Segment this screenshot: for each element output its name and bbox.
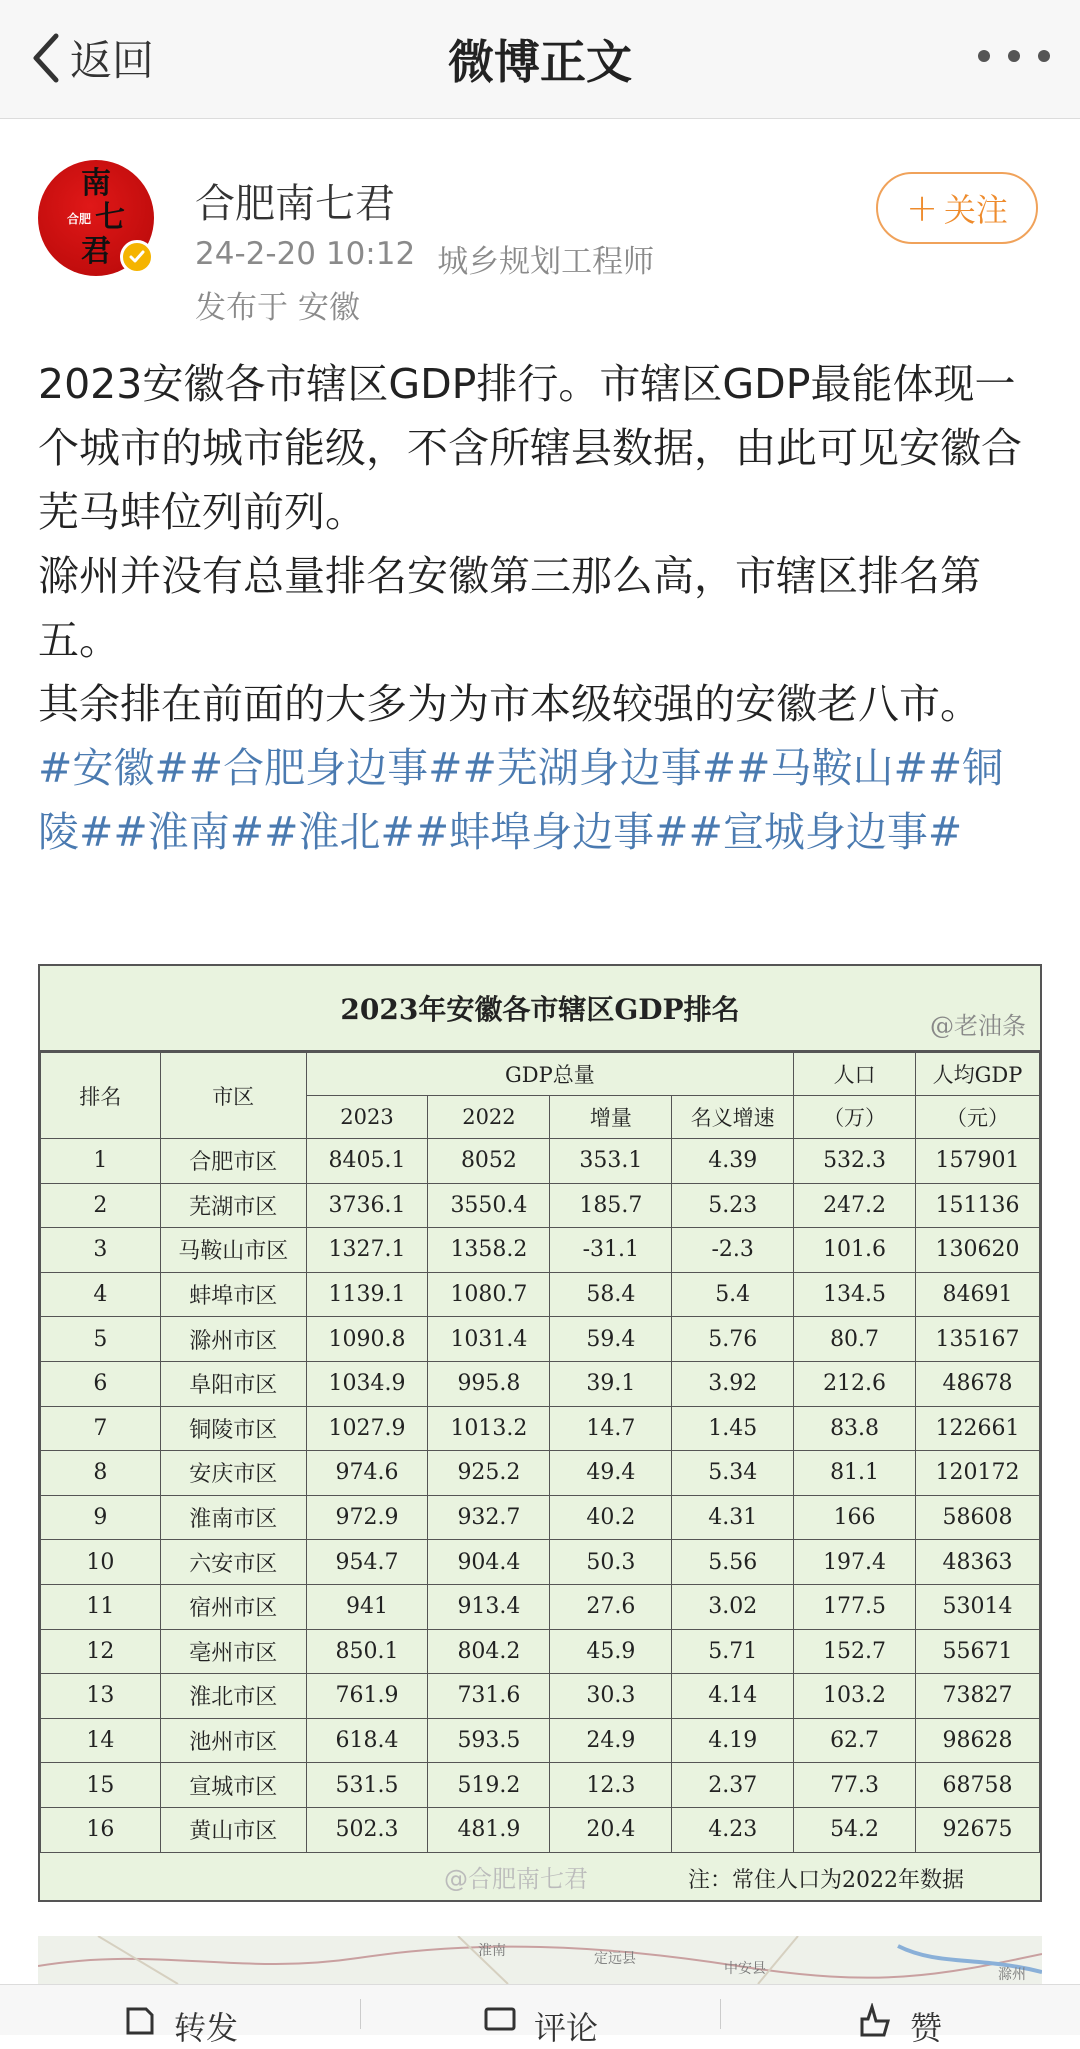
cell-per-capita-gdp: 73827 [916, 1674, 1040, 1719]
cell-rank: 12 [41, 1629, 161, 1674]
cell-gdp-2022: 925.2 [428, 1451, 550, 1496]
header-pop-unit: （万） [794, 1096, 916, 1139]
cell-gdp-2023: 972.9 [306, 1495, 428, 1540]
verified-badge-icon [120, 240, 154, 274]
cell-rank: 11 [41, 1584, 161, 1629]
cell-increase: 40.2 [550, 1495, 672, 1540]
cell-increase: 185.7 [550, 1183, 672, 1228]
cell-per-capita-gdp: 157901 [916, 1139, 1040, 1184]
table-title-bar [40, 966, 1040, 1052]
cell-population: 103.2 [794, 1674, 916, 1719]
cell-gdp-2022: 8052 [428, 1139, 550, 1184]
comment-label: 评论 [533, 2009, 598, 2047]
header-increase: 增量 [550, 1096, 672, 1139]
post-image-map[interactable] [38, 1936, 1042, 1984]
cell-growth: 4.23 [672, 1807, 794, 1852]
cell-growth: 2.37 [672, 1763, 794, 1808]
follow-label: 关注 [943, 191, 1008, 229]
cell-per-capita-gdp: 55671 [916, 1629, 1040, 1674]
cell-growth: 1.45 [672, 1406, 794, 1451]
post-paragraph: 2023安徽各市辖区GDP排行。市辖区GDP最能体现一个城市的城市能级，不含所辖县数据，由此可见安徽合芜马蚌位列前列。 [38, 360, 1022, 536]
page-title: 微博正文 [448, 35, 632, 89]
cell-increase: 39.1 [550, 1361, 672, 1406]
cell-increase: 24.9 [550, 1718, 672, 1763]
cell-increase: -31.1 [550, 1228, 672, 1273]
header-2023: 2023 [306, 1096, 428, 1139]
cell-population: 134.5 [794, 1272, 916, 1317]
cell-gdp-2022: 804.2 [428, 1629, 550, 1674]
post-paragraph: 其余排在前面的大多为为市本级较强的安徽老八市。 [38, 680, 981, 728]
table-note: 注：常住人口为2022年数据 [688, 1867, 964, 1893]
table-title: 2023年安徽各市辖区GDP排名 [340, 993, 740, 1026]
cell-district: 安庆市区 [160, 1451, 306, 1496]
cell-growth: 5.4 [672, 1272, 794, 1317]
cell-increase: 27.6 [550, 1584, 672, 1629]
cell-rank: 2 [41, 1183, 161, 1228]
post-location: 发布于 安徽 [195, 290, 360, 326]
cell-gdp-2022: 593.5 [428, 1718, 550, 1763]
cell-population: 197.4 [794, 1540, 916, 1585]
table-row [41, 1361, 1040, 1406]
cell-population: 101.6 [794, 1228, 916, 1273]
cell-district: 合肥市区 [160, 1139, 306, 1184]
cell-gdp-2022: 1013.2 [428, 1406, 550, 1451]
cell-increase: 45.9 [550, 1629, 672, 1674]
back-label: 返回 [70, 36, 155, 85]
cell-gdp-2022: 1080.7 [428, 1272, 550, 1317]
cell-gdp-2023: 1027.9 [306, 1406, 428, 1451]
hashtag-list [38, 736, 1042, 864]
cell-gdp-2023: 761.9 [306, 1674, 428, 1719]
table-row [41, 1183, 1040, 1228]
cell-gdp-2023: 618.4 [306, 1718, 428, 1763]
cell-gdp-2023: 974.6 [306, 1451, 428, 1496]
cell-population: 152.7 [794, 1629, 916, 1674]
cell-district: 淮南市区 [160, 1495, 306, 1540]
cell-per-capita-gdp: 135167 [916, 1317, 1040, 1362]
author-meta [195, 236, 654, 281]
table-row [41, 1718, 1040, 1763]
hashtag-link[interactable]: #马鞍山# [736, 744, 928, 792]
cell-per-capita-gdp: 48363 [916, 1540, 1040, 1585]
cell-rank: 10 [41, 1540, 161, 1585]
cell-growth: -2.3 [672, 1228, 794, 1273]
cell-rank: 14 [41, 1718, 161, 1763]
cell-population: 83.8 [794, 1406, 916, 1451]
cell-gdp-2023: 531.5 [306, 1763, 428, 1808]
table-row [41, 1406, 1040, 1451]
cell-gdp-2022: 731.6 [428, 1674, 550, 1719]
cell-gdp-2023: 502.3 [306, 1807, 428, 1852]
cell-gdp-2022: 1031.4 [428, 1317, 550, 1362]
table-row [41, 1674, 1040, 1719]
cell-rank: 7 [41, 1406, 161, 1451]
cell-gdp-2023: 1034.9 [306, 1361, 428, 1406]
comment-button[interactable] [360, 1985, 720, 2047]
gdp-table [40, 1052, 1040, 1853]
cell-gdp-2022: 995.8 [428, 1361, 550, 1406]
hashtag-link[interactable]: #淮北# [264, 808, 415, 856]
cell-rank: 9 [41, 1495, 161, 1540]
cell-population: 212.6 [794, 1361, 916, 1406]
cell-gdp-2023: 1090.8 [306, 1317, 428, 1362]
repost-button[interactable] [0, 1985, 360, 2047]
cell-per-capita-gdp: 122661 [916, 1406, 1040, 1451]
cell-per-capita-gdp: 68758 [916, 1763, 1040, 1808]
cell-increase: 14.7 [550, 1406, 672, 1451]
cell-population: 62.7 [794, 1718, 916, 1763]
map-lines [38, 1936, 1042, 1984]
cell-rank: 3 [41, 1228, 161, 1273]
like-label: 赞 [909, 2009, 942, 2047]
cell-growth: 4.14 [672, 1674, 794, 1719]
table-row [41, 1540, 1040, 1585]
cell-increase: 12.3 [550, 1763, 672, 1808]
hashtag-link[interactable]: #芜湖身边事# [462, 744, 737, 792]
hashtag-link[interactable]: #安徽# [38, 744, 189, 792]
cell-district: 滁州市区 [160, 1317, 306, 1362]
hashtag-link[interactable]: #蚌埠身边事# [414, 808, 689, 856]
cell-population: 177.5 [794, 1584, 916, 1629]
author-name[interactable]: 合肥南七君 [195, 181, 395, 227]
hashtag-link[interactable]: #淮南# [113, 808, 265, 856]
map-label: 定远县 [594, 1951, 636, 1967]
cell-gdp-2023: 8405.1 [306, 1139, 428, 1184]
cell-growth: 5.23 [672, 1183, 794, 1228]
cell-rank: 6 [41, 1361, 161, 1406]
bottom-action-bar [0, 1984, 1080, 2047]
header-pop: 人口 [794, 1053, 916, 1096]
more-options-icon[interactable] [978, 50, 1050, 62]
image-credit-watermark: @合肥南七君 [444, 1865, 588, 1893]
like-button[interactable] [720, 1985, 1080, 2047]
cell-increase: 49.4 [550, 1451, 672, 1496]
nav-bar [0, 0, 1080, 119]
cell-district: 黄山市区 [160, 1807, 306, 1852]
cell-per-capita-gdp: 92675 [916, 1807, 1040, 1852]
table-watermark: @老油条 [930, 1012, 1026, 1040]
cell-increase: 50.3 [550, 1540, 672, 1585]
cell-per-capita-gdp: 120172 [916, 1451, 1040, 1496]
header-per-capita-unit: （元） [916, 1096, 1040, 1139]
cell-per-capita-gdp: 151136 [916, 1183, 1040, 1228]
cell-gdp-2023: 954.7 [306, 1540, 428, 1585]
cell-district: 宣城市区 [160, 1763, 306, 1808]
avatar-seal: 南 合肥 七 君 [66, 166, 125, 269]
cell-gdp-2023: 850.1 [306, 1629, 428, 1674]
post-time: 24-2-20 10:12 [195, 236, 416, 272]
cell-district: 马鞍山市区 [160, 1228, 306, 1273]
header-per-capita: 人均GDP [916, 1053, 1040, 1096]
cell-rank: 4 [41, 1272, 161, 1317]
hashtag-link[interactable]: #宣城身边事# [688, 808, 963, 856]
cell-population: 81.1 [794, 1451, 916, 1496]
cell-gdp-2022: 904.4 [428, 1540, 550, 1585]
table-row [41, 1495, 1040, 1540]
table-row [41, 1139, 1040, 1184]
cell-population: 166 [794, 1495, 916, 1540]
cell-district: 阜阳市区 [160, 1361, 306, 1406]
cell-increase: 353.1 [550, 1139, 672, 1184]
cell-district: 六安市区 [160, 1540, 306, 1585]
cell-growth: 4.39 [672, 1139, 794, 1184]
cell-population: 247.2 [794, 1183, 916, 1228]
cell-increase: 30.3 [550, 1674, 672, 1719]
cell-rank: 15 [41, 1763, 161, 1808]
table-row [41, 1763, 1040, 1808]
post-body [38, 352, 1042, 864]
map-label: 中安县 [724, 1961, 766, 1977]
cell-per-capita-gdp: 98628 [916, 1718, 1040, 1763]
cell-gdp-2023: 941 [306, 1584, 428, 1629]
cell-growth: 5.76 [672, 1317, 794, 1362]
table-row [41, 1584, 1040, 1629]
cell-district: 淮北市区 [160, 1674, 306, 1719]
cell-population: 80.7 [794, 1317, 916, 1362]
header-rank: 排名 [41, 1053, 161, 1139]
header-2022: 2022 [428, 1096, 550, 1139]
cell-gdp-2023: 3736.1 [306, 1183, 428, 1228]
cell-district: 铜陵市区 [160, 1406, 306, 1451]
cell-gdp-2022: 913.4 [428, 1584, 550, 1629]
cell-increase: 58.4 [550, 1272, 672, 1317]
cell-per-capita-gdp: 84691 [916, 1272, 1040, 1317]
header-district: 市区 [160, 1053, 306, 1139]
hashtag-link[interactable]: #合肥身边事# [188, 744, 463, 792]
table-row [41, 1228, 1040, 1273]
header-growth: 名义增速 [672, 1096, 794, 1139]
cell-per-capita-gdp: 130620 [916, 1228, 1040, 1273]
follow-button[interactable] [876, 172, 1038, 244]
cell-increase: 59.4 [550, 1317, 672, 1362]
cell-per-capita-gdp: 48678 [916, 1361, 1040, 1406]
cell-growth: 5.34 [672, 1451, 794, 1496]
cell-growth: 5.71 [672, 1629, 794, 1674]
hashtag-link[interactable]: #铜陵# [38, 744, 1004, 856]
plus-icon: + [906, 186, 938, 230]
table-row [41, 1317, 1040, 1362]
cell-rank: 8 [41, 1451, 161, 1496]
cell-gdp-2022: 1358.2 [428, 1228, 550, 1273]
cell-district: 池州市区 [160, 1718, 306, 1763]
map-label: 淮南 [478, 1943, 506, 1959]
cell-growth: 3.02 [672, 1584, 794, 1629]
header-gdp-group: GDP总量 [306, 1053, 794, 1096]
cell-rank: 13 [41, 1674, 161, 1719]
cell-gdp-2022: 481.9 [428, 1807, 550, 1852]
post-image-gdp-table[interactable] [38, 964, 1042, 1902]
cell-gdp-2022: 519.2 [428, 1763, 550, 1808]
cell-rank: 16 [41, 1807, 161, 1852]
cell-rank: 5 [41, 1317, 161, 1362]
cell-growth: 5.56 [672, 1540, 794, 1585]
cell-increase: 20.4 [550, 1807, 672, 1852]
table-row [41, 1451, 1040, 1496]
author-title-tag: 城乡规划工程师 [437, 244, 655, 280]
cell-population: 532.3 [794, 1139, 916, 1184]
cell-district: 芜湖市区 [160, 1183, 306, 1228]
cell-district: 亳州市区 [160, 1629, 306, 1674]
table-row [41, 1272, 1040, 1317]
cell-growth: 4.19 [672, 1718, 794, 1763]
cell-rank: 1 [41, 1139, 161, 1184]
repost-label: 转发 [173, 2009, 238, 2047]
table-row [41, 1807, 1040, 1852]
cell-population: 54.2 [794, 1807, 916, 1852]
cell-growth: 3.92 [672, 1361, 794, 1406]
cell-gdp-2023: 1327.1 [306, 1228, 428, 1273]
cell-per-capita-gdp: 53014 [916, 1584, 1040, 1629]
cell-gdp-2022: 932.7 [428, 1495, 550, 1540]
cell-population: 77.3 [794, 1763, 916, 1808]
table-row [41, 1629, 1040, 1674]
cell-growth: 4.31 [672, 1495, 794, 1540]
cell-per-capita-gdp: 58608 [916, 1495, 1040, 1540]
cell-gdp-2023: 1139.1 [306, 1272, 428, 1317]
post-paragraph: 滁州并没有总量排名安徽第三那么高，市辖区排名第五。 [38, 552, 981, 664]
cell-gdp-2022: 3550.4 [428, 1183, 550, 1228]
map-label: 滁州 [998, 1967, 1026, 1983]
cell-district: 宿州市区 [160, 1584, 306, 1629]
cell-district: 蚌埠市区 [160, 1272, 306, 1317]
